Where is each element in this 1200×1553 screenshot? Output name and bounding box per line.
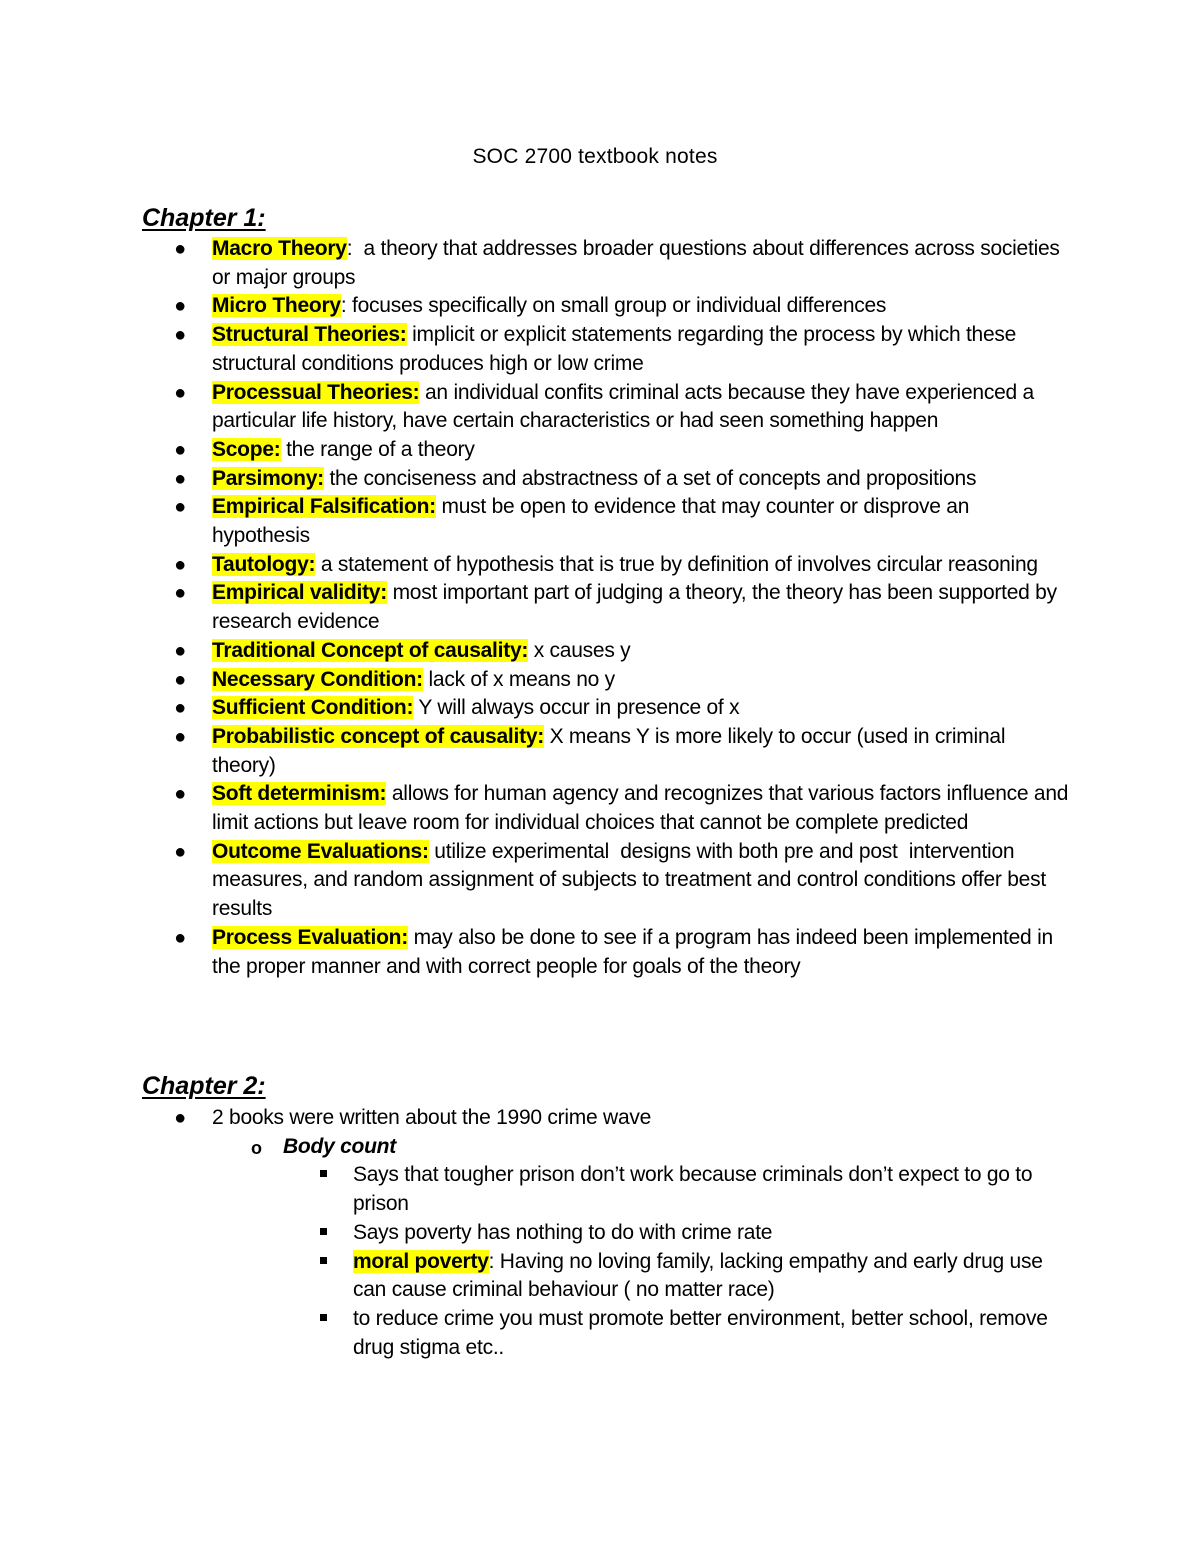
bullet-icon: ● xyxy=(174,467,186,490)
term-item xyxy=(174,780,1074,837)
term-definition: an individual confits criminal acts because they have experienced a particular life history, have certain characteristics or had seen something happen xyxy=(212,380,1040,433)
bullet-icon: ● xyxy=(174,1107,186,1129)
bullet-icon: ● xyxy=(174,840,186,863)
term-definition: lack of x means no y xyxy=(422,667,615,691)
bullet-icon: ● xyxy=(174,324,186,347)
book-point-text: : Having no loving family, lacking empathy and early drug use can cause criminal behaviour ( no matter race) xyxy=(353,1249,1043,1302)
square-bullet-icon xyxy=(320,1170,327,1177)
term-item xyxy=(174,321,1072,378)
term-definition: x causes y xyxy=(528,638,631,662)
term-item xyxy=(174,694,1072,723)
term-item xyxy=(174,493,1072,550)
term-label: Necessary Condition: xyxy=(212,667,423,691)
term-definition: a statement of hypothesis that is true by definition of involves circular reasoning xyxy=(315,552,1038,576)
term-highlight: moral poverty xyxy=(353,1249,489,1273)
term-label: Probabilistic concept of causality: xyxy=(212,724,544,748)
term-label: Empirical Falsification: xyxy=(212,495,436,519)
sub-list-item xyxy=(251,1133,1072,1363)
square-bullet-icon xyxy=(320,1228,327,1235)
term-definition: must be open to evidence that may counter or disprove an hypothesis xyxy=(212,495,975,548)
bullet-icon: ● xyxy=(174,438,186,461)
term-definition: the range of a theory xyxy=(280,437,475,461)
term-item xyxy=(174,838,1072,924)
chapter-2-heading: Chapter 2: xyxy=(142,1072,266,1100)
term-label: Soft determinism: xyxy=(212,782,387,806)
book-point-text: Says that tougher prison don’t work because criminals don’t expect to go to prison xyxy=(353,1163,1033,1216)
bullet-icon: ● xyxy=(174,668,186,691)
term-label: Macro Theory xyxy=(212,237,347,260)
term-definition: Y will always occur in presence of x xyxy=(413,696,740,720)
term-definition: the conciseness and abstractness of a set of concepts and propositions xyxy=(323,466,977,490)
term-item xyxy=(174,379,1072,436)
term-label: Empirical validity: xyxy=(212,581,387,605)
term-separator: : xyxy=(346,237,353,260)
square-bullet-icon xyxy=(320,1257,327,1264)
bullet-icon: ● xyxy=(174,553,186,576)
term-label: Outcome Evaluations: xyxy=(212,839,429,863)
term-definition: utilize experimental designs with both pre and post intervention measures, and random assignment of subjects to treatment and control conditions offer best results xyxy=(212,839,1052,921)
bullet-icon: ● xyxy=(174,639,186,662)
bullet-icon: ● xyxy=(174,381,186,404)
term-label: Traditional Concept of causality: xyxy=(212,638,529,662)
bullet-icon: ● xyxy=(174,582,186,605)
bullet-icon: ● xyxy=(174,725,186,748)
term-item xyxy=(174,579,1072,636)
term-definition: may also be done to see if a program has indeed been implemented in the proper manner and with correct people for goals of the theory xyxy=(212,925,1059,978)
bullet-icon: ● xyxy=(174,783,186,806)
term-definition: allows for human agency and recognizes that various factors influence and limit actions but leave room for individual choices that cannot be complete predicted xyxy=(212,782,1074,835)
bullet-icon: ● xyxy=(174,496,186,519)
term-label: Scope: xyxy=(212,437,281,461)
book-point-text: to reduce crime you must promote better environment, better school, remove drug stigma etc.. xyxy=(353,1306,1048,1359)
bullet-icon: ● xyxy=(174,238,186,260)
book-points-list xyxy=(283,1161,1072,1362)
term-item xyxy=(174,292,1072,321)
term-label: Tautology: xyxy=(212,552,316,576)
term-definition: a theory that addresses broader questions about differences across societies or major groups xyxy=(212,237,1066,289)
list-item xyxy=(174,1104,1072,1362)
term-item xyxy=(174,465,1072,494)
term-label: Micro Theory xyxy=(212,294,341,318)
square-bullet-icon xyxy=(320,1314,327,1321)
chapter-1-heading: Chapter 1: xyxy=(142,204,266,232)
book-point-text: Says poverty has nothing to do with crime rate xyxy=(353,1220,773,1244)
term-item xyxy=(174,637,1072,666)
book-point xyxy=(353,1305,1072,1362)
book-point xyxy=(353,1161,1072,1218)
bullet-icon: ● xyxy=(174,295,186,318)
term-item xyxy=(174,723,1072,780)
chapter-2-list xyxy=(174,1104,1072,1362)
bullet-icon: ● xyxy=(174,926,186,949)
list-item-text: 2 books were written about the 1990 crime wave xyxy=(212,1106,652,1129)
term-label: Structural Theories: xyxy=(212,323,407,347)
term-item xyxy=(174,235,1072,292)
sub-list xyxy=(212,1133,1072,1363)
term-definition: implicit or explicit statements regarding the process by which these structural conditions produces high or low crime xyxy=(212,323,1022,375)
term-item xyxy=(174,666,1072,695)
document-title: SOC 2700 textbook notes xyxy=(472,145,718,168)
term-separator: : xyxy=(340,294,347,318)
book-title: Body count xyxy=(283,1134,396,1158)
book-point xyxy=(353,1219,1072,1248)
term-label: Parsimony: xyxy=(212,466,324,490)
book-point xyxy=(353,1248,1072,1305)
term-item xyxy=(174,551,1072,580)
term-item xyxy=(174,924,1072,981)
term-definition: focuses specifically on small group or individual differences xyxy=(346,294,887,318)
term-definition: most important part of judging a theory, the theory has been supported by research evidence xyxy=(212,581,1063,634)
term-label: Sufficient Condition: xyxy=(212,696,414,720)
term-definition: X means Y is more likely to occur (used in criminal theory) xyxy=(212,724,1011,777)
term-label: Process Evaluation: xyxy=(212,925,408,949)
circle-bullet-icon: o xyxy=(251,1137,262,1158)
bullet-icon: ● xyxy=(174,697,186,720)
term-label: Processual Theories: xyxy=(212,380,420,404)
chapter-1-term-list xyxy=(174,235,1074,981)
term-item xyxy=(174,436,1072,465)
